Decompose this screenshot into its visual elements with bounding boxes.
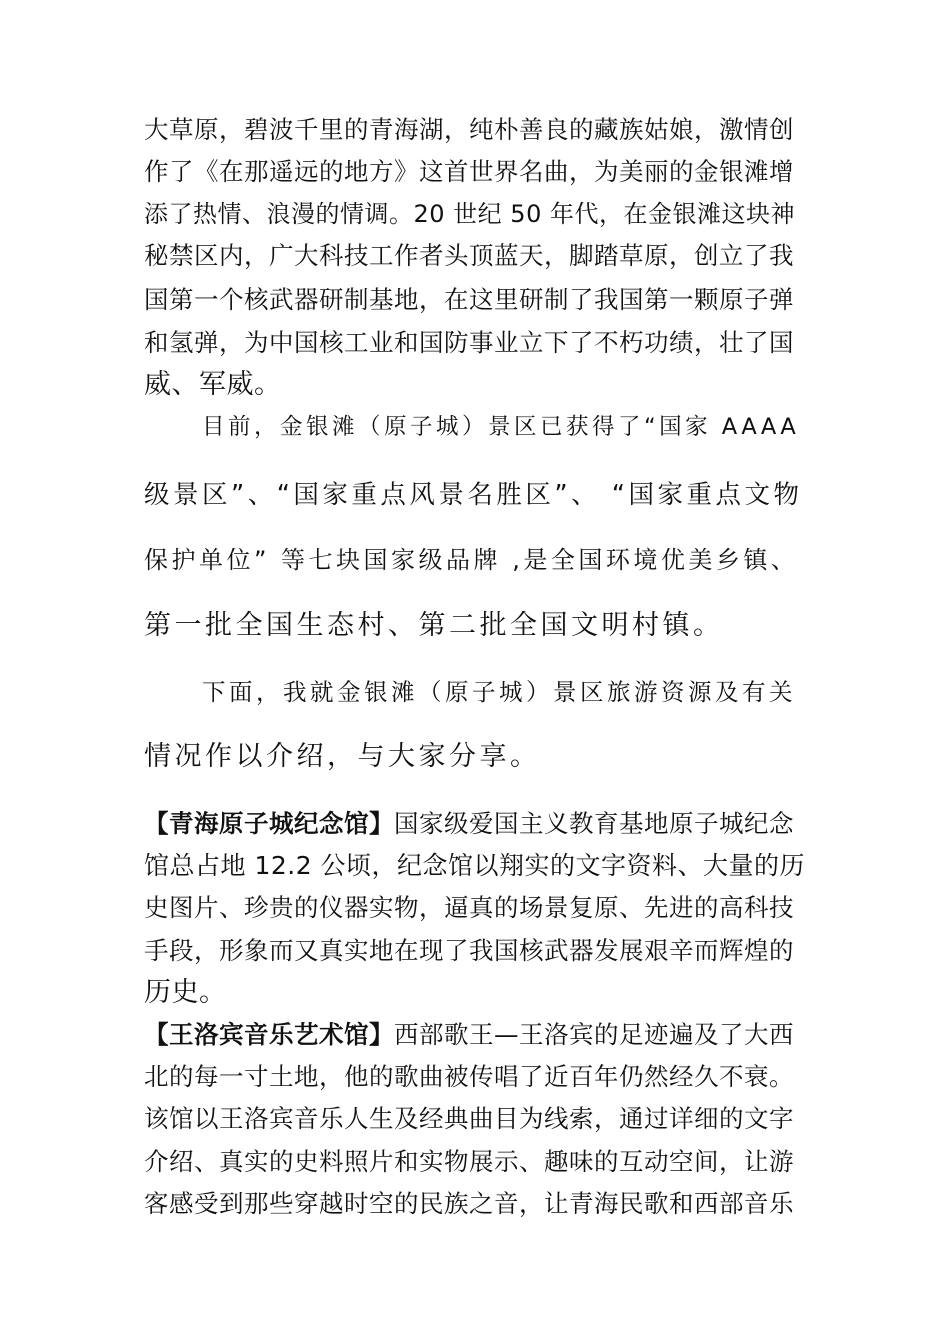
section-title: 【青海原子城纪念馆】 <box>144 809 394 838</box>
text-line: 大草原，碧波千里的青海湖，纯朴善良的藏族姑娘，激情创 <box>144 115 794 144</box>
text-line: 作了《在那遥远的地方》这首世界名曲，为美丽的金银滩增 <box>144 157 794 186</box>
text-line: 和氢弹，为中国核工业和国防事业立下了不朽功绩，壮了国 <box>144 328 794 357</box>
section-text: 国家级爱国主义教育基地原子城纪念 <box>394 809 794 838</box>
text-line <box>144 808 794 840</box>
text-line: 馆总占地 12.2 公顷，纪念馆以翔实的文字资料、大量的历 <box>144 851 806 880</box>
text-line: 客感受到那些穿越时空的民族之音，让青海民歌和西部音乐 <box>144 1189 794 1218</box>
text-line: 第一批全国生态村、第二批全国文明村镇。 <box>144 610 724 641</box>
text-line: 该馆以王洛宾音乐人生及经典曲目为线索，通过详细的文字 <box>144 1104 794 1133</box>
section-title: 【王洛宾音乐艺术馆】 <box>144 1020 394 1049</box>
text-line: 目前，金银滩（原子城）景区已获得了“国家 AAAA <box>202 414 800 440</box>
text-line: 威、军威。 <box>144 369 282 400</box>
text-line: 下面，我就金银滩（原子城）景区旅游资源及有关 <box>202 678 796 706</box>
text-line: 添了热情、浪漫的情调。20 世纪 50 年代，在金银滩这块神 <box>144 200 795 228</box>
text-line: 保护单位” 等七块国家级品牌 ,是全国环境优美乡镇、 <box>144 546 799 574</box>
text-line: 史图片、珍贵的仪器实物，逼真的场景复原、先进的高科技 <box>144 893 794 922</box>
text-line: 秘禁区内，广大科技工作者头顶蓝天，脚踏草原，创立了我 <box>144 241 794 270</box>
text-line: 介绍、真实的史料照片和实物展示、趣味的互动空间，让游 <box>144 1147 794 1176</box>
text-line: 级景区”、“国家重点风景名胜区”、 “国家重点文物 <box>144 480 803 510</box>
section-text: 西部歌王—王洛宾的足迹遍及了大西 <box>394 1020 794 1049</box>
text-line: 历史。 <box>144 977 227 1008</box>
text-line <box>144 1019 794 1051</box>
text-line: 国第一个核武器研制基地，在这里研制了我国第一颗原子弹 <box>144 285 794 314</box>
text-line: 北的每一寸土地，他的歌曲被传唱了近百年仍然经久不衰。 <box>144 1062 794 1091</box>
text-line: 手段，形象而又真实地在现了我国核武器发展艰辛而辉煌的 <box>144 936 794 965</box>
text-line: 情况作以介绍，与大家分享。 <box>144 741 541 772</box>
